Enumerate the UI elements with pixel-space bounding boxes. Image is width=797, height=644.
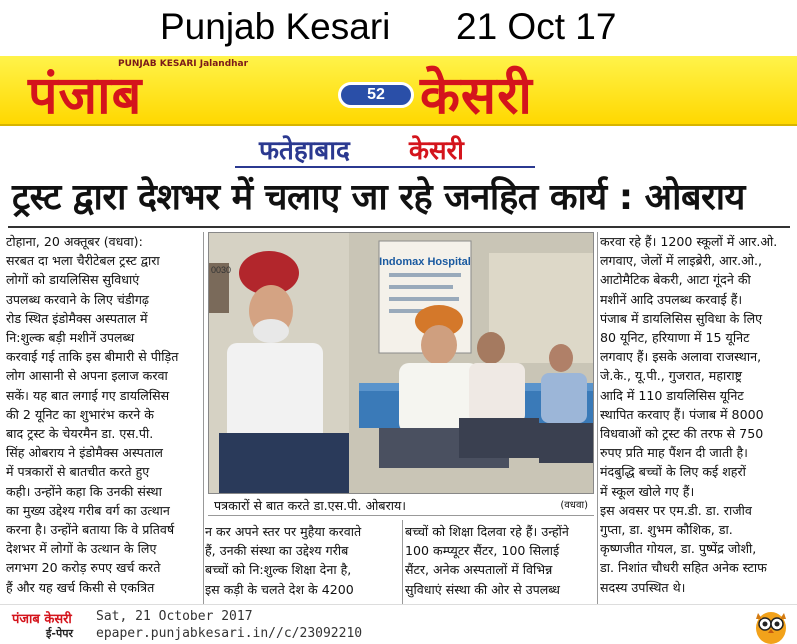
article-text-line: करवा रहे हैं। 1200 स्कूलों में आर.ओ. xyxy=(600,234,778,249)
article-text-line: न कर अपने स्तर पर मुहैया करवाते xyxy=(205,524,362,539)
article-text-line: हैं और यह खर्च किसी से एकत्रित xyxy=(6,579,155,595)
article-text-line: कृष्णजीत गोयल, डा. पुष्पेंद्र जोशी, xyxy=(600,541,757,557)
article-text-line: सुविधाएं संस्था की ओर से उपलब्ध xyxy=(405,581,561,597)
article-text-line: लोग आसानी से अपना इलाज करवा xyxy=(6,368,168,384)
article-text-line: सरबत दा भला चैरीटेबल ट्रस्ट द्वारा xyxy=(6,253,160,269)
article-text-line: इस अवसर पर एम.डी. डा. राजीव xyxy=(600,502,752,518)
article-text-line: करना है। उन्होंने बताया कि वे प्रतिवर्ष xyxy=(6,522,175,538)
article-text-line: रुपए प्रति माह पैंशन दी जाती है। xyxy=(600,445,748,461)
article-text-line: में स्कूल खोले गए हैं। xyxy=(600,483,695,499)
article-column-middle-1 xyxy=(205,522,399,599)
article-text-line: स्थापित करवाए हैं। पंजाब में 8000 xyxy=(600,406,764,422)
article-headline: ट्रस्ट द्वारा देशभर में चलाए जा रहे जनहित कार्य : ओबराय xyxy=(12,177,745,218)
article-text-line: मशीनें आदि उपलब्ध करवाई हैं। xyxy=(600,291,743,307)
article-photo xyxy=(208,232,594,494)
clipping-caption xyxy=(0,0,797,54)
article-text-line: का मुख्य उद्देश्य गरीब वर्ग का उत्थान xyxy=(6,502,170,518)
article-text-line: पंजाब में डायलिसिस सुविधा के लिए xyxy=(600,310,763,326)
article-text-line: टोहाना, 20 अक्तूबर (वधवा): xyxy=(6,234,143,249)
supplement-banner xyxy=(235,128,535,168)
footer-logo-subtitle: ई-पेपर xyxy=(46,627,73,640)
article-text-line: जे.के., यू.पी., गुजरात, महाराष्ट्र xyxy=(600,368,743,384)
column-divider xyxy=(597,232,598,604)
wall-sign-code: 0030 xyxy=(211,265,232,275)
article-text-line: डा. निशांत चौधरी सहित अनेक स्टाफ xyxy=(600,560,767,576)
article-text-line: विधवाओं को ट्रस्ट की तरफ से 750 xyxy=(600,426,764,442)
hospital-sign-text: Indomax Hospital xyxy=(379,256,471,268)
column-divider xyxy=(203,232,204,604)
article-column-left xyxy=(6,232,202,597)
masthead-name-left: पंजाब xyxy=(28,66,143,126)
article-text-line: सकें। यह बात लगाई गए डायलिसिस xyxy=(6,387,170,403)
article-text-line: आदि में 110 डायलिसिस यूनिट xyxy=(600,387,744,403)
footer-url[interactable]: epaper.punjabkesari.in//c/23092210 xyxy=(96,626,363,641)
owl-mascot-icon xyxy=(752,607,790,644)
article-text-line: लगवाए हैं। इसके अलावा राजस्थान, xyxy=(600,349,762,365)
article-text-line: आटोमैटिक बेकरी, आटा गूंदने की xyxy=(600,272,751,288)
article-text-line: लोगों को डायलिसिस सुविधाएं xyxy=(6,272,140,288)
article-text-line: करवाई गई ताकि इस बीमारी से पीड़ित xyxy=(6,349,179,365)
article-text-line: उपलब्ध करवाने के लिए चंडीगढ़ xyxy=(6,291,149,307)
publication-date: 21 Oct 17 xyxy=(456,6,617,47)
article-text-line: रोड स्थित इंडोमैक्स अस्पताल में xyxy=(6,310,148,326)
article-text-line: सदस्य उपस्थित थे। xyxy=(600,579,686,595)
edition-label: PUNJAB KESARI Jalandhar xyxy=(118,59,249,69)
article-column-right xyxy=(600,232,790,597)
article-text-line: बच्चों को शिक्षा दिलवा रहे हैं। उन्होंने xyxy=(405,524,569,539)
article-text-line: सिंह ओबराय ने इंडोमैक्स अस्पताल xyxy=(6,445,163,461)
article-text-line: बच्चों को नि:शुल्क शिक्षा देना है, xyxy=(205,562,352,578)
footer-date: Sat, 21 October 2017 xyxy=(96,609,253,624)
article-text-line: लगभग 20 करोड़ रुपए खर्च करते xyxy=(6,560,161,576)
anniversary-badge: 52 xyxy=(338,82,414,108)
supplement-name-part1: फतेहाबाद xyxy=(259,136,350,166)
publication-name: Punjab Kesari xyxy=(160,6,391,47)
article-text-line: सैंटर, अनेक अस्पतालों में विभिन्न xyxy=(405,562,553,578)
article-text-line: देशभर में लोगों के उत्थान के लिए xyxy=(6,541,157,557)
footer-logo-title: पंजाब केसरी xyxy=(12,612,72,627)
headline-divider xyxy=(8,226,790,228)
epaper-footer xyxy=(0,604,797,644)
article-text-line: गुप्ता, डा. शुभम कौशिक, डा. xyxy=(600,522,733,538)
article-text-line: लगवाए, जेलों में लाइब्रेरी, आर.ओ., xyxy=(600,253,763,269)
article-column-middle-2 xyxy=(405,522,595,599)
article-text-line: बाद ट्रस्ट के चेयरमैन डा. एस.पी. xyxy=(6,426,154,442)
column-divider xyxy=(402,520,403,604)
article-text-line: कही। उन्होंने कहा कि उनकी संस्था xyxy=(6,483,162,499)
photo-credit: (वधवा) xyxy=(560,500,588,511)
article-text-line: मंदबुद्धि बच्चों के लिए कई शहरों xyxy=(600,464,746,480)
photo-caption-text: पत्रकारों से बात करते डा.एस.पी. ओबराय। xyxy=(214,498,407,513)
article-text-line: इस कड़ी के चलते देश के 4200 xyxy=(205,581,354,597)
photo-caption xyxy=(208,496,594,516)
masthead-name-right: केसरी xyxy=(420,66,533,126)
article-text-line: नि:शुल्क बड़ी मशीनें उपलब्ध xyxy=(6,330,135,346)
article-text-line: हैं, उनकी संस्था का उद्देश्य गरीब xyxy=(205,543,349,559)
article-text-line: की 2 यूनिट का शुभारंभ करने के xyxy=(6,406,154,422)
supplement-name-part2: केसरी xyxy=(409,136,464,166)
photo-illustration xyxy=(209,233,594,494)
article-text-line: में पत्रकारों से बातचीत करते हुए xyxy=(6,464,150,480)
article-text-line: 80 यूनिट, हरियाणा में 15 यूनिट xyxy=(600,330,750,346)
newspaper-masthead xyxy=(0,56,797,126)
article-text-line: 100 कम्प्यूटर सैंटर, 100 सिलाई xyxy=(405,543,560,559)
